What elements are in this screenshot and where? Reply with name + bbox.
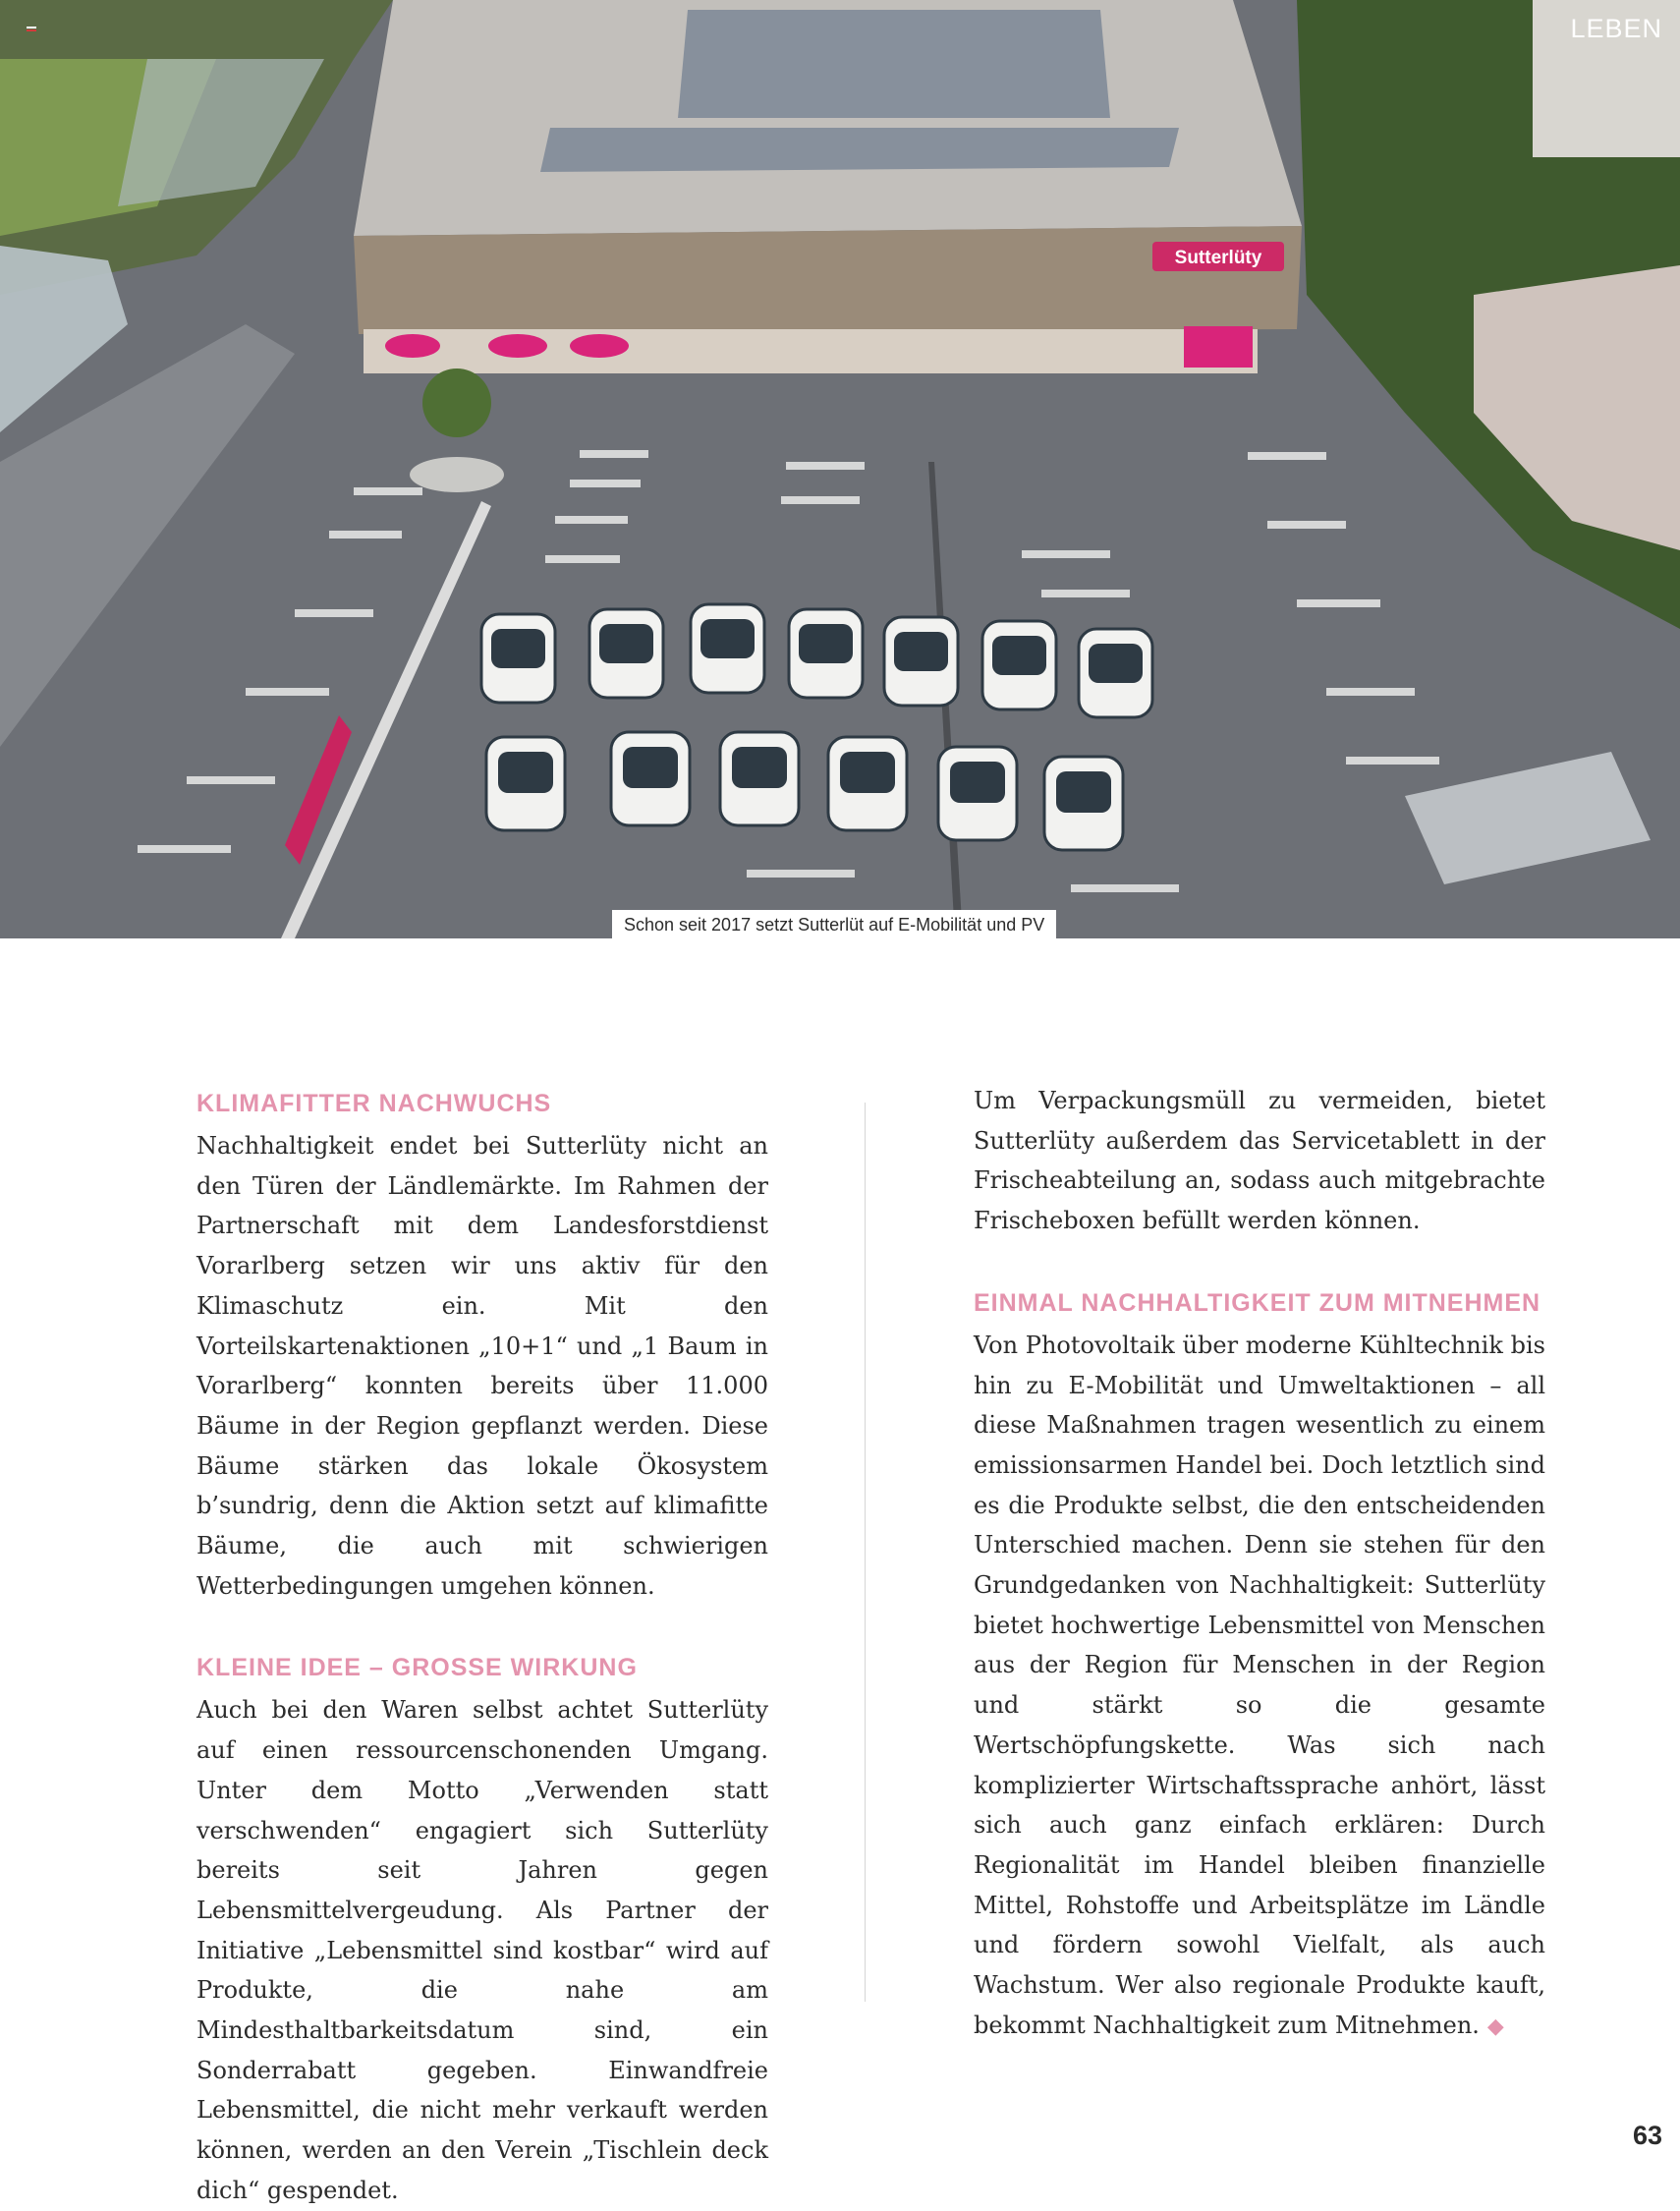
- section-label: LEBEN: [1570, 14, 1662, 43]
- heading-kleine-idee: KLEINE IDEE – GROSSE WIRKUNG: [196, 1654, 638, 1682]
- heading-klimafitter-nachwuchs: KLIMAFITTER NACHWUCHS: [196, 1090, 552, 1117]
- body-einmal-nachhaltigkeit-text: Von Photovoltaik über moderne Kühltechnik bis hin zu E-Mobilität und Umweltaktionen – all diese Maßnahmen tragen wesentlich zu einem emissionsarmen Handel bei. Doch letztlich sind es die Produkte selbst, die den entscheidenden Unterschied machen. Denn sie stehen für den Grundgedanken von Nachhaltigkeit: Sutterlüty bietet hochwertige Lebensmittel von Menschen aus der Region für Menschen in der Region und stärkt so die gesamte Wertschöpfungskette. Was sich nach komplizierter Wirtschaftssprache anhört, lässt sich auch ganz einfach erklären: Durch Regionalität im Handel bleiben finanzielle Mittel, Rohstoffe und Arbeitsplätze im Ländle und fördern sowohl Vielfalt, als auch Wachstum. Wer also regionale Produkte kauft, bekommt Nachhaltigkeit zum Mitnehmen.: [974, 1331, 1545, 2039]
- end-diamond-icon: ◆: [1486, 2013, 1504, 2039]
- column-divider: [865, 1103, 866, 2002]
- right-column: [974, 1081, 1545, 2047]
- body-kleine-idee: Auch bei den Waren selbst achtet Sutterlüty auf einen ressourcenschonenden Umgang. Unter dem Motto „Verwenden statt verschwenden“ engagiert sich Sutterlüty bereits seit Jahren gegen Lebensmittelvergeudung. Als Partner der Initiative „Lebensmittel sind kostbar“ wird auf Produkte, die nahe am Mindesthaltbarkeitsdatum sind, ein Sonderrabatt gegeben. Einwandfreie Lebensmittel, die nicht mehr verkauft werden können, werden an den Verein „Tischlein deck dich“ gespendet.: [196, 1696, 768, 2204]
- body-intro-verpackung: Um Verpackungsmüll zu vermeiden, bietet Sutterlüty außerdem das Servicetablett in der Frischeabteilung an, sodass auch mitgebrachte Frischeboxen befüllt werden können.: [974, 1087, 1545, 1235]
- left-column: [196, 1081, 768, 2211]
- aerial-parking-lot-illustration: [0, 0, 1680, 938]
- photo-caption: Schon seit 2017 setzt Sutterlüt auf E-Mobilität und PV: [612, 910, 1056, 938]
- flag-icon: [27, 27, 36, 33]
- store-sign-text: Sutterlüty: [1174, 248, 1262, 268]
- body-klimafitter-nachwuchs: Nachhaltigkeit endet bei Sutterlüty nicht an den Türen der Ländlemärkte. Im Rahmen der Partnerschaft mit dem Landesforstdienst Vorarlberg setzen wir uns aktiv für den Klimaschutz ein. Mit den Vorteilskartenaktionen „10+1“ und „1 Baum in Vorarlberg“ konnten bereits über 11.000 Bäume in der Region gepflanzt werden. Diese Bäume stärken das lokale Ökosystem b’sundrig, denn die Aktion setzt auf klimafitte Bäume, die auch mit schwierigen Wetterbedingungen umgehen können.: [196, 1132, 768, 1600]
- hero-photo: [0, 0, 1680, 938]
- body-einmal-nachhaltigkeit: [974, 1326, 1545, 2048]
- heading-einmal-nachhaltigkeit: EINMAL NACHHALTIGKEIT ZUM MITNEHMEN: [974, 1288, 1541, 1317]
- page-number: 63: [1632, 2121, 1662, 2150]
